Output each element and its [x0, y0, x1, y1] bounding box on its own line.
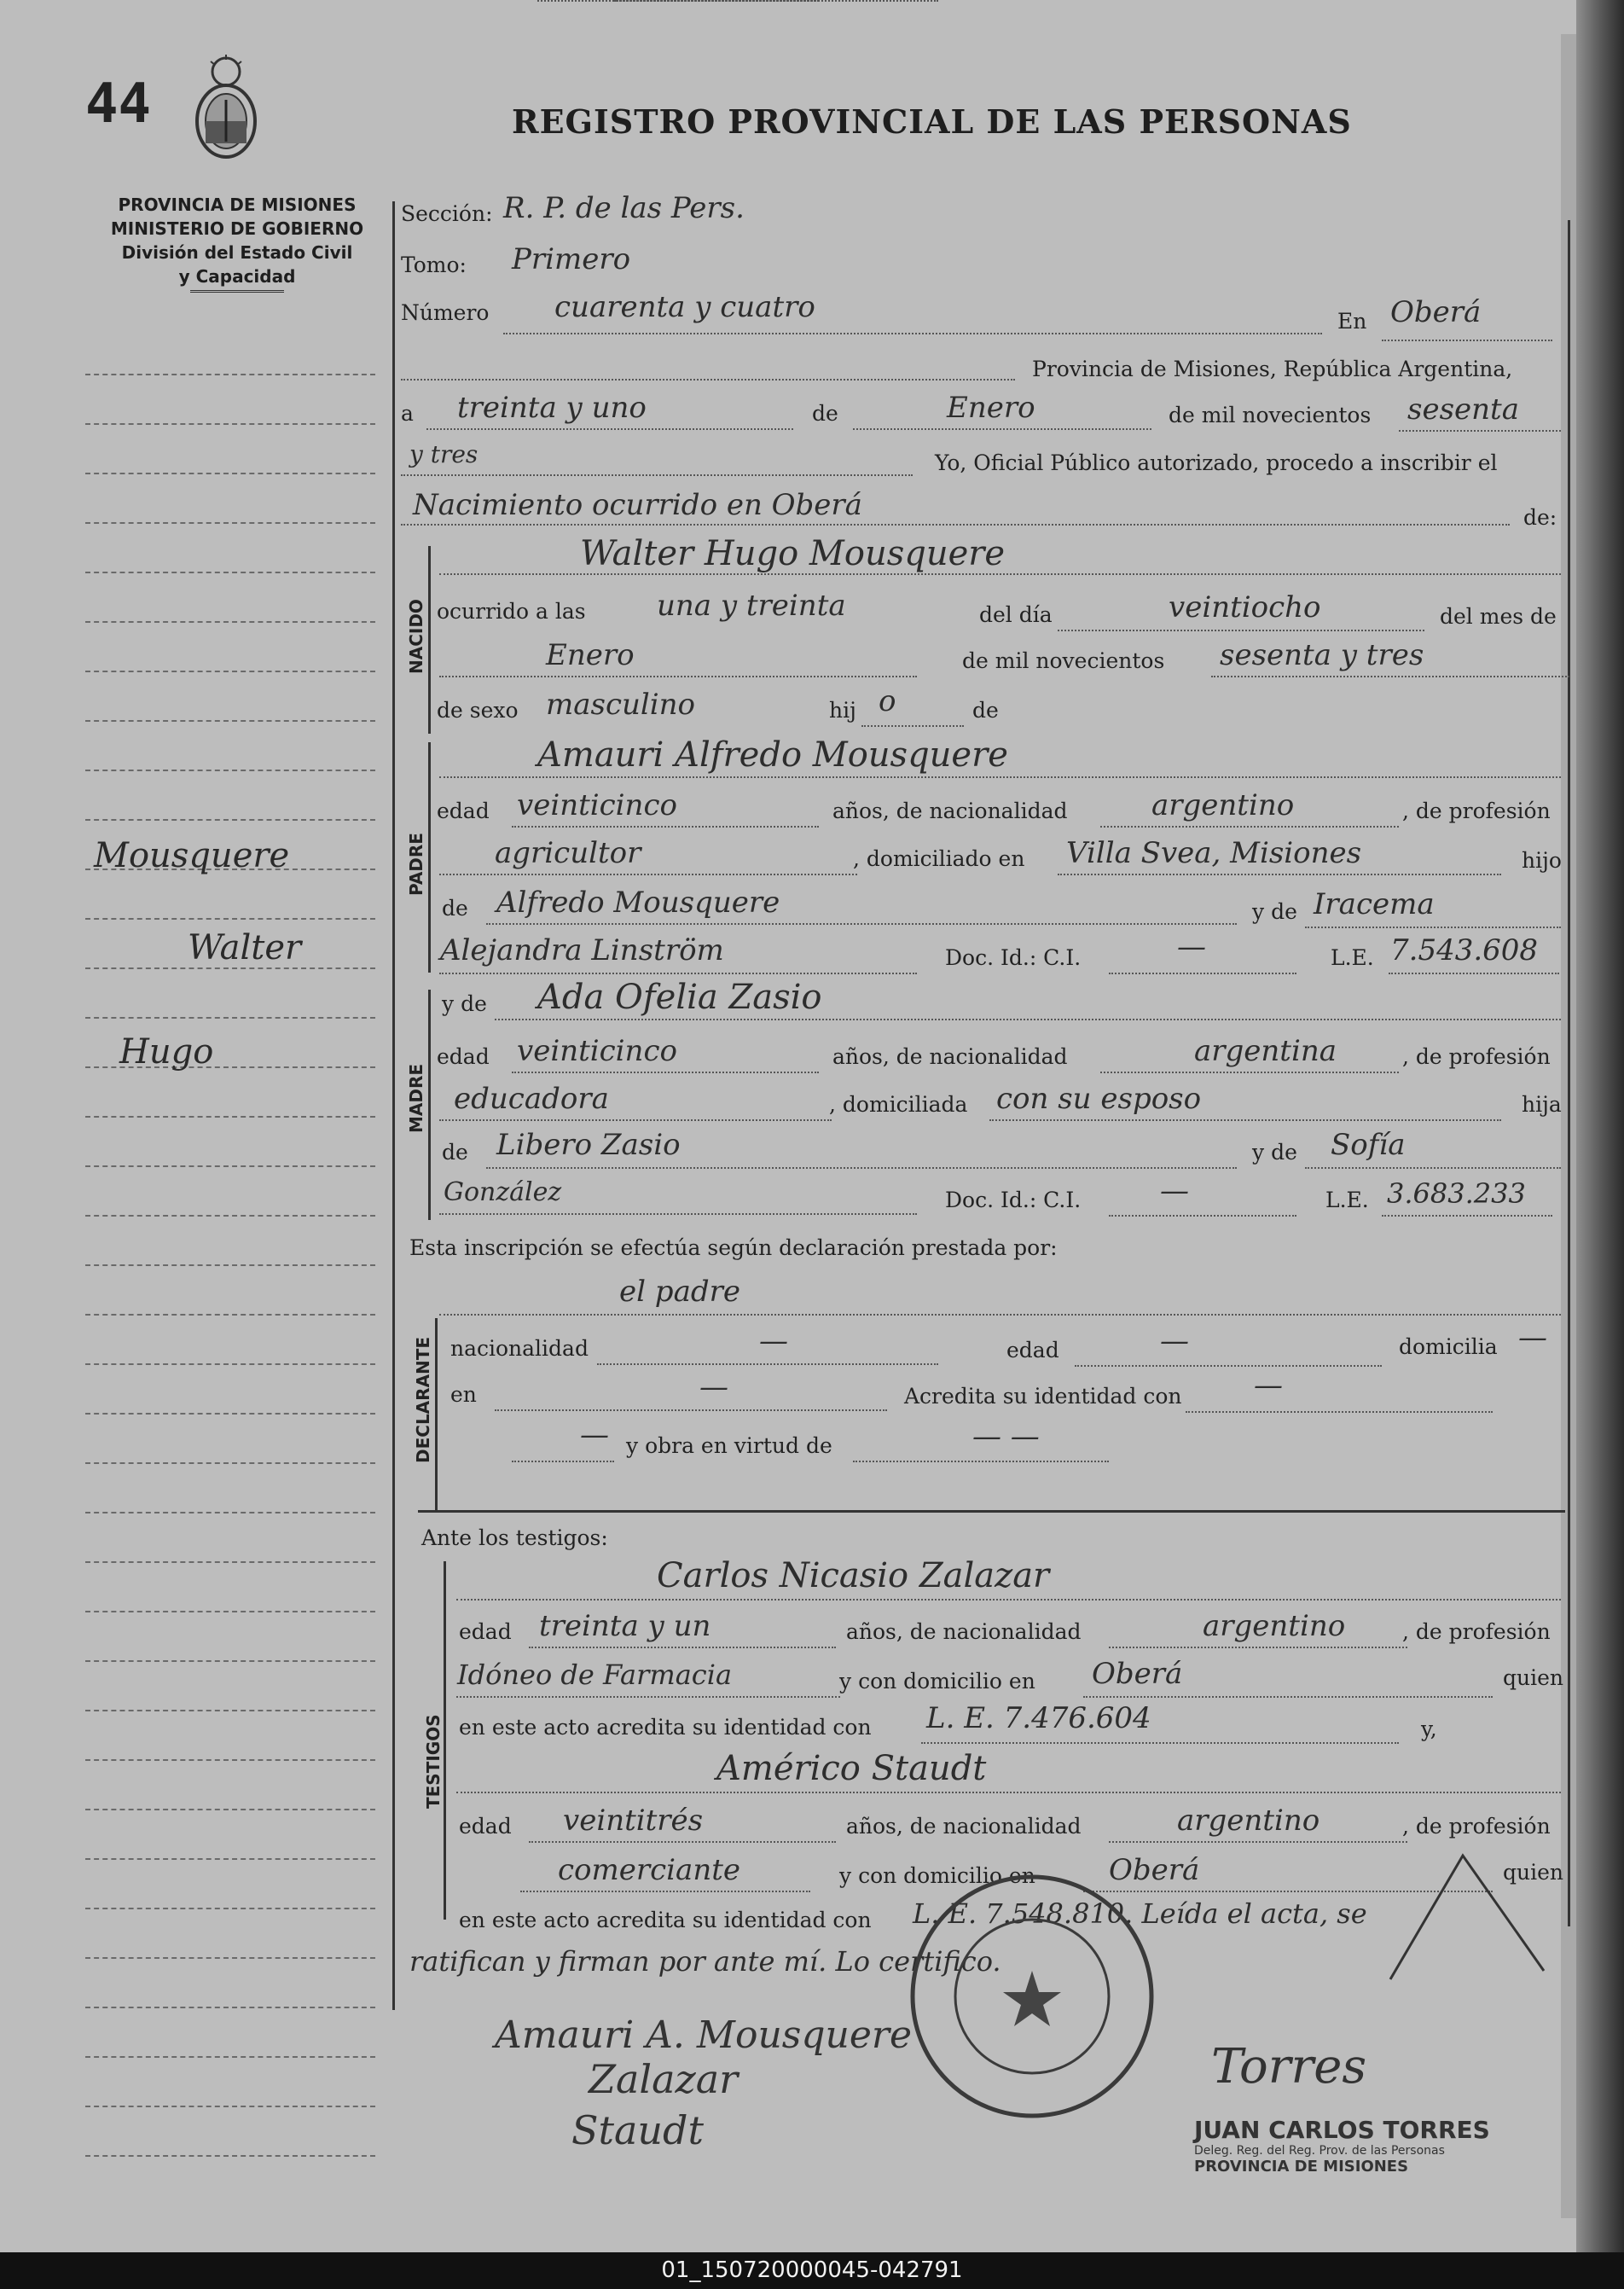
margin-rule [85, 1660, 375, 1662]
signature-officer: Torres [1211, 2039, 1367, 2094]
margin-rule [85, 819, 375, 821]
margin-rule [85, 2007, 375, 2008]
label-t1-domicilio: y con domicilio en [839, 1669, 1035, 1694]
label-t1-profesion: , de profesión [1402, 1619, 1551, 1644]
label-dec-edad: edad [1006, 1338, 1059, 1362]
value-t1-edad: treinta y un [539, 1609, 711, 1643]
margin-rule [85, 1116, 375, 1118]
label-t2-domicilio: y con domicilio en [839, 1863, 1035, 1888]
declarante-divider [418, 1510, 1565, 1513]
label-del-dia: del día [979, 602, 1053, 627]
margin-first-name: Walter [188, 928, 302, 967]
value-madre-nac: argentina [1194, 1034, 1337, 1068]
value-t2-nombre: Américo Staudt [716, 1749, 987, 1788]
label-t2-profesion: , de profesión [1402, 1814, 1551, 1839]
value-madre-prof: educadora [454, 1082, 609, 1116]
label-madre-anios: años, de nacionalidad [832, 1044, 1068, 1069]
margin-rule [85, 374, 375, 375]
label-inscripcion: Esta inscripción se efectúa según declaración prestada por: [409, 1235, 1058, 1260]
value-abuelo-p: Alfredo Mousquere [496, 886, 780, 920]
label-hijo: hij [829, 698, 856, 723]
value-seccion: R. P. de las Pers. [503, 191, 745, 225]
value-dia-nac: veintiocho [1169, 590, 1321, 625]
margin-rule [85, 572, 375, 573]
margin-rule [85, 720, 375, 722]
label-padre-edad: edad [437, 799, 490, 823]
label-domiciliado: , domiciliado en [853, 846, 1025, 871]
margin-rule [85, 1215, 375, 1217]
signature-father: Amauri A. Mousquere [495, 2013, 912, 2057]
value-padre-dom: Villa Svea, Misiones [1066, 836, 1362, 870]
value-dec-dom: — [1518, 1321, 1547, 1355]
margin-rule [85, 967, 375, 969]
label-declarante: DECLARANTE [413, 1336, 433, 1463]
label-t1-anios: años, de nacionalidad [846, 1619, 1082, 1644]
value-hecho: Nacimiento ocurrido en Oberá [413, 488, 862, 522]
margin-rule [85, 1809, 375, 1810]
margin-rule [85, 918, 375, 920]
label-t2-anios: años, de nacionalidad [846, 1814, 1082, 1839]
margin-rule [85, 1363, 375, 1365]
label-hija: hija [1522, 1092, 1562, 1117]
value-t2-id: L. E. 7.548.810. Leída el acta, se [913, 1897, 1367, 1930]
label-madre: MADRE [406, 1063, 426, 1133]
label-nacido: NACIDO [406, 599, 426, 674]
label-y-de: y de [1252, 899, 1297, 924]
value-t1-nac: argentino [1203, 1609, 1346, 1643]
label-dec-domicilia: domicilia [1399, 1334, 1498, 1359]
value-declarante: el padre [619, 1275, 740, 1309]
margin-rule [85, 2155, 375, 2157]
label-le-padre: L.E. [1331, 945, 1374, 970]
value-t1-prof: Idóneo de Farmacia [457, 1659, 733, 1691]
value-t2-prof: comerciante [558, 1853, 740, 1887]
officer-name: JUAN CARLOS TORRES [1194, 2116, 1490, 2144]
label-seccion: Sección: [401, 201, 493, 226]
margin-rule [85, 1017, 375, 1019]
ministry-line: y Capacidad [178, 266, 296, 287]
officer-province: PROVINCIA DE MISIONES [1194, 2158, 1409, 2176]
ministry-block [92, 193, 382, 294]
value-dia: treinta y uno [457, 391, 647, 425]
padre-bracket [428, 742, 431, 973]
margin-rule [85, 1165, 375, 1167]
label-padre: PADRE [406, 833, 426, 896]
label-sexo: de sexo [437, 698, 519, 723]
label-en: En [1337, 309, 1367, 334]
margin-rule [85, 473, 375, 474]
label-le-madre: L.E. [1325, 1188, 1369, 1212]
value-en: Oberá [1390, 295, 1482, 329]
label-a: a [401, 401, 414, 426]
margin-rule [85, 2106, 375, 2107]
margin-rule [85, 1908, 375, 1909]
officer-title: Deleg. Reg. del Reg. Prov. de las Personas [1194, 2144, 1445, 2158]
label-testigos: Ante los testigos: [421, 1525, 608, 1550]
value-padre-nac: argentino [1151, 788, 1295, 822]
value-anio-b: y tres [409, 440, 478, 468]
value-abuela-m-b: González [444, 1177, 562, 1207]
margin-rule [85, 770, 375, 771]
margin-rule [85, 522, 375, 524]
label-de-mil2: de mil novecientos [962, 648, 1165, 673]
label-de-mil: de mil novecientos [1169, 403, 1372, 427]
margin-rule [85, 1462, 375, 1464]
label-t1-y: y, [1421, 1717, 1437, 1741]
value-dec-edad: — [1160, 1324, 1189, 1358]
officer-block [1194, 2116, 1490, 2176]
value-abuela-m-a: Sofía [1331, 1128, 1406, 1162]
label-doc-padre: Doc. Id.: C.I. [945, 945, 1082, 970]
value-cierre: ratifican y firman por ante mí. Lo certifico. [409, 1945, 1001, 1978]
value-t1-id: L. E. 7.476.604 [926, 1701, 1151, 1735]
value-numero: cuarenta y cuatro [554, 290, 815, 324]
value-madre-ci: — [1160, 1174, 1189, 1208]
ministry-line: MINISTERIO DE GOBIERNO [110, 218, 364, 239]
label-t2-quien: quien [1503, 1860, 1563, 1885]
value-hijo-suffix: o [879, 684, 896, 718]
coat-of-arms-icon [189, 53, 263, 164]
value-padre-ci: — [1177, 930, 1206, 964]
value-dec-en: — [699, 1370, 728, 1404]
form-right-border [1568, 220, 1570, 1926]
value-anio-nac: sesenta y tres [1220, 638, 1424, 672]
signature-witness-2: Staudt [571, 2107, 704, 2153]
nacido-bracket [428, 546, 431, 734]
margin-rule [85, 1710, 375, 1711]
label-t1-edad: edad [459, 1619, 512, 1644]
margin-rule [85, 423, 375, 425]
value-abuela-p-a: Iracema [1314, 887, 1435, 921]
value-dec-virtud-a: — [580, 1418, 609, 1452]
value-padre-nombre: Amauri Alfredo Mousquere [537, 735, 1008, 775]
label-t2-edad: edad [459, 1814, 512, 1839]
label-doc-madre: Doc. Id.: C.I. [945, 1188, 1082, 1212]
margin-rule [85, 1314, 375, 1316]
value-abuelo-m: Libero Zasio [496, 1128, 681, 1162]
label-testigos: TESTIGOS [423, 1714, 444, 1809]
book-spine [1576, 0, 1624, 2252]
value-mes: Enero [947, 391, 1035, 425]
label-de-madre: de [442, 1140, 468, 1165]
value-dec-nac: — [759, 1324, 788, 1358]
margin-rule [85, 1957, 375, 1959]
label-tomo: Tomo: [401, 253, 467, 277]
value-t2-edad: veintitrés [563, 1804, 704, 1838]
value-madre-nombre: Ada Ofelia Zasio [537, 978, 822, 1017]
value-padre-le: 7.543.608 [1390, 933, 1539, 967]
label-padre-profesion: , de profesión [1402, 799, 1551, 823]
margin-rule [85, 1264, 375, 1266]
label-de3: de [442, 896, 468, 921]
label-numero: Número [401, 300, 490, 325]
label-de: de [812, 401, 838, 426]
value-dec-id: — [1254, 1368, 1283, 1403]
label-y-de-madre: y de [1252, 1140, 1297, 1165]
value-sexo: masculino [546, 688, 696, 722]
label-madre-profesion: , de profesión [1402, 1044, 1551, 1069]
value-nombre: Walter Hugo Mousquere [580, 534, 1006, 573]
label-t1-acredita: en este acto acredita su identidad con [459, 1715, 872, 1740]
page-number: 44 [85, 73, 152, 136]
margin-rule [85, 621, 375, 623]
margin-middle-name: Hugo [119, 1032, 214, 1072]
value-madre-edad: veinticinco [517, 1034, 677, 1068]
label-madre-edad: edad [437, 1044, 490, 1069]
value-t2-dom: Oberá [1109, 1853, 1200, 1887]
value-anio-a: sesenta [1407, 392, 1519, 427]
margin-rule [85, 1858, 375, 1860]
document-title: REGISTRO PROVINCIAL DE LAS PERSONAS [512, 102, 1352, 141]
label-t1-quien: quien [1503, 1665, 1563, 1690]
label-del-mes: del mes de [1440, 604, 1557, 629]
label-obra: y obra en virtud de [626, 1433, 832, 1458]
margin-rule [85, 2056, 375, 2058]
label-de2: de [972, 698, 999, 723]
margin-rule [85, 671, 375, 672]
label-padre-anios: años, de nacionalidad [832, 799, 1068, 823]
value-abuela-p-b: Alejandra Linström [440, 933, 724, 967]
margin-rule [85, 1611, 375, 1612]
label-dec-en: en [450, 1382, 477, 1407]
signature-witness-1: Zalazar [589, 2056, 739, 2102]
value-t1-nombre: Carlos Nicasio Zalazar [657, 1556, 1050, 1595]
value-hora: una y treinta [657, 589, 846, 623]
value-padre-prof: agricultor [495, 836, 641, 870]
value-t1-dom: Oberá [1092, 1657, 1183, 1691]
margin-surname: Mousquere [94, 836, 290, 875]
value-t2-nac: argentino [1177, 1804, 1320, 1838]
ministry-line: División del Estado Civil [121, 242, 353, 263]
value-mes-nac: Enero [546, 638, 635, 672]
margin-rule [85, 1759, 375, 1761]
value-padre-edad: veinticinco [517, 788, 677, 822]
label-provincia: Provincia de Misiones, República Argentina, [1032, 357, 1513, 381]
ministry-line: PROVINCIA DE MISIONES [118, 195, 357, 215]
margin-rule [85, 1512, 375, 1513]
official-seal-icon [904, 1868, 1160, 2124]
margin-rule [85, 1561, 375, 1563]
label-acredita: Acredita su identidad con [904, 1384, 1182, 1409]
ink-triangle-mark [1382, 1843, 1552, 1988]
label-hijo-de: hijo [1522, 848, 1562, 873]
label-t2-acredita: en este acto acredita su identidad con [459, 1908, 872, 1932]
margin-rule [85, 1413, 375, 1415]
label-dec-nacionalidad: nacionalidad [450, 1336, 589, 1361]
image-id-footer: 01_150720000045-042791 [0, 2252, 1624, 2289]
label-yo: Yo, Oficial Público autorizado, procedo a inscribir el [935, 450, 1498, 475]
value-tomo: Primero [512, 242, 631, 276]
value-dec-virtud-b: — — [972, 1420, 1040, 1454]
testigos-bracket [444, 1561, 446, 1920]
form-left-border [392, 201, 395, 2010]
value-madre-dom: con su esposo [996, 1082, 1202, 1116]
label-y-de2: y de [442, 991, 487, 1016]
label-ocurrido: ocurrido a las [437, 599, 586, 624]
value-madre-le: 3.683.233 [1387, 1177, 1526, 1210]
label-domiciliada: , domiciliada [829, 1092, 968, 1117]
label-de-colon: de: [1523, 505, 1557, 530]
declarante-bracket [435, 1318, 438, 1510]
madre-bracket [428, 990, 431, 1220]
